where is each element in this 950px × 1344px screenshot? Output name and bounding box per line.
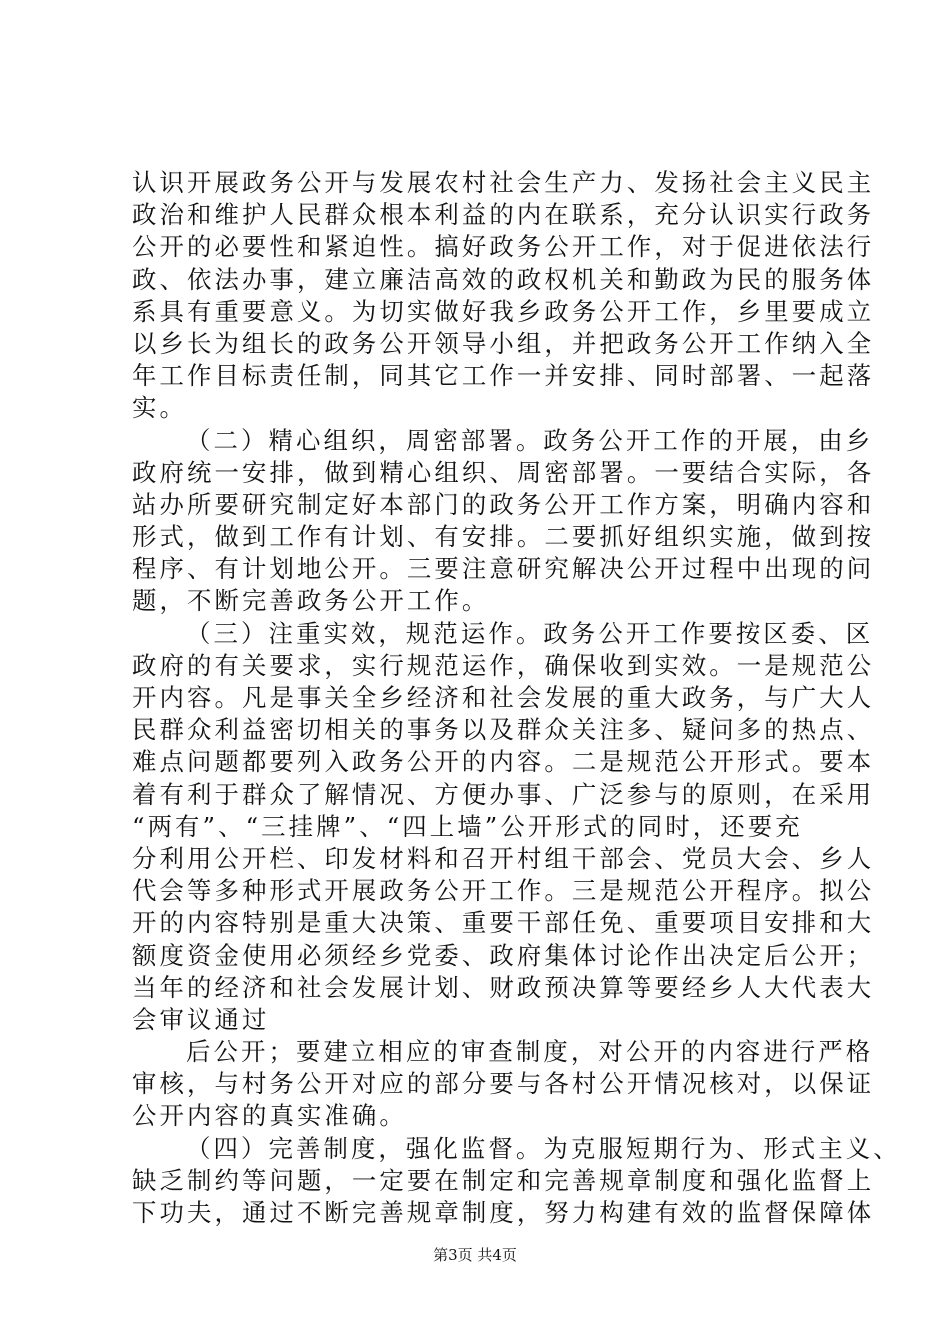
text-line: 形式，做到工作有计划、有安排。二要抓好组织实施，做到按 <box>132 522 875 552</box>
text-line: （四）完善制度，强化监督。为克服短期行为、形式主义、 <box>186 1133 901 1163</box>
body-text <box>132 167 901 1229</box>
text-line: 开内容。凡是事关全乡经济和社会发展的重大政务，与广大人 <box>132 683 875 712</box>
text-line: 当年的经济和社会发展计划、财政预决算等要经乡人大代表大 <box>132 972 875 1002</box>
text-line: 会审议通过 <box>132 1004 270 1034</box>
text-line: 政府统一安排，做到精心组织、周密部署。一要结合实际，各 <box>132 457 875 487</box>
text-line: （二）精心组织，周密部署。政务公开工作的开展，由乡 <box>186 425 874 455</box>
text-line: 着有利于群众了解情况、方便办事、广泛参与的原则，在采用 <box>132 779 875 809</box>
text-line: 分利用公开栏、印发材料和召开村组干部会、党员大会、乡人 <box>132 843 875 873</box>
text-line: 站办所要研究制定好本部门的政务公开工作方案，明确内容和 <box>132 489 875 519</box>
page-footer: 第3页 共4页 <box>433 1246 517 1264</box>
text-line: 后公开；要建立相应的审查制度，对公开的内容进行严格 <box>186 1037 874 1067</box>
text-line: 下功夫，通过不断完善规章制度，努力构建有效的监督保障体 <box>132 1198 875 1227</box>
text-line: 以乡长为组长的政务公开领导小组，并把政务公开工作纳入全 <box>132 328 875 358</box>
text-line: 认识开展政务公开与发展农村社会生产力、发扬社会主义民主 <box>132 168 875 197</box>
text-line: 公开的必要性和紧迫性。搞好政务公开工作，对于促进依法行 <box>132 232 875 262</box>
text-line: 难点问题都要列入政务公开的内容。二是规范公开形式。要本 <box>132 747 875 777</box>
text-line: 缺乏制约等问题，一定要在制定和完善规章制度和强化监督上 <box>132 1165 875 1195</box>
text-line: 政府的有关要求，实行规范运作，确保收到实效。一是规范公 <box>132 650 875 680</box>
text-line: 代会等多种形式开展政务公开工作。三是规范公开程序。拟公 <box>132 876 875 906</box>
text-line: 年工作目标责任制，同其它工作一并安排、同时部署、一起落 <box>132 361 875 391</box>
text-line: 额度资金使用必须经乡党委、政府集体讨论作出决定后公开； <box>132 940 875 970</box>
text-line: 程序、有计划地公开。三要注意研究解决公开过程中出现的问 <box>132 554 875 584</box>
text-line: 实。 <box>132 393 187 423</box>
text-line: “两有”、“三挂牌”、“四上墙”公开形式的同时，还要充 <box>132 811 803 841</box>
text-line: 开的内容特别是重大决策、重要干部任免、重要项目安排和大 <box>132 908 875 938</box>
text-line: 政治和维护人民群众根本利益的内在联系，充分认识实行政务 <box>132 200 875 230</box>
text-line: 公开内容的真实准确。 <box>132 1101 407 1131</box>
text-line: 系具有重要意义。为切实做好我乡政务公开工作，乡里要成立 <box>132 296 875 326</box>
text-line: 题，不断完善政务公开工作。 <box>132 586 490 616</box>
text-line: 审核，与村务公开对应的部分要与各村公开情况核对，以保证 <box>132 1069 875 1099</box>
text-line: （三）注重实效，规范运作。政务公开工作要按区委、区 <box>186 618 874 648</box>
text-line: 民群众利益密切相关的事务以及群众关注多、疑问多的热点、 <box>132 715 875 745</box>
text-line: 政、依法办事，建立廉洁高效的政权机关和勤政为民的服务体 <box>132 264 875 294</box>
